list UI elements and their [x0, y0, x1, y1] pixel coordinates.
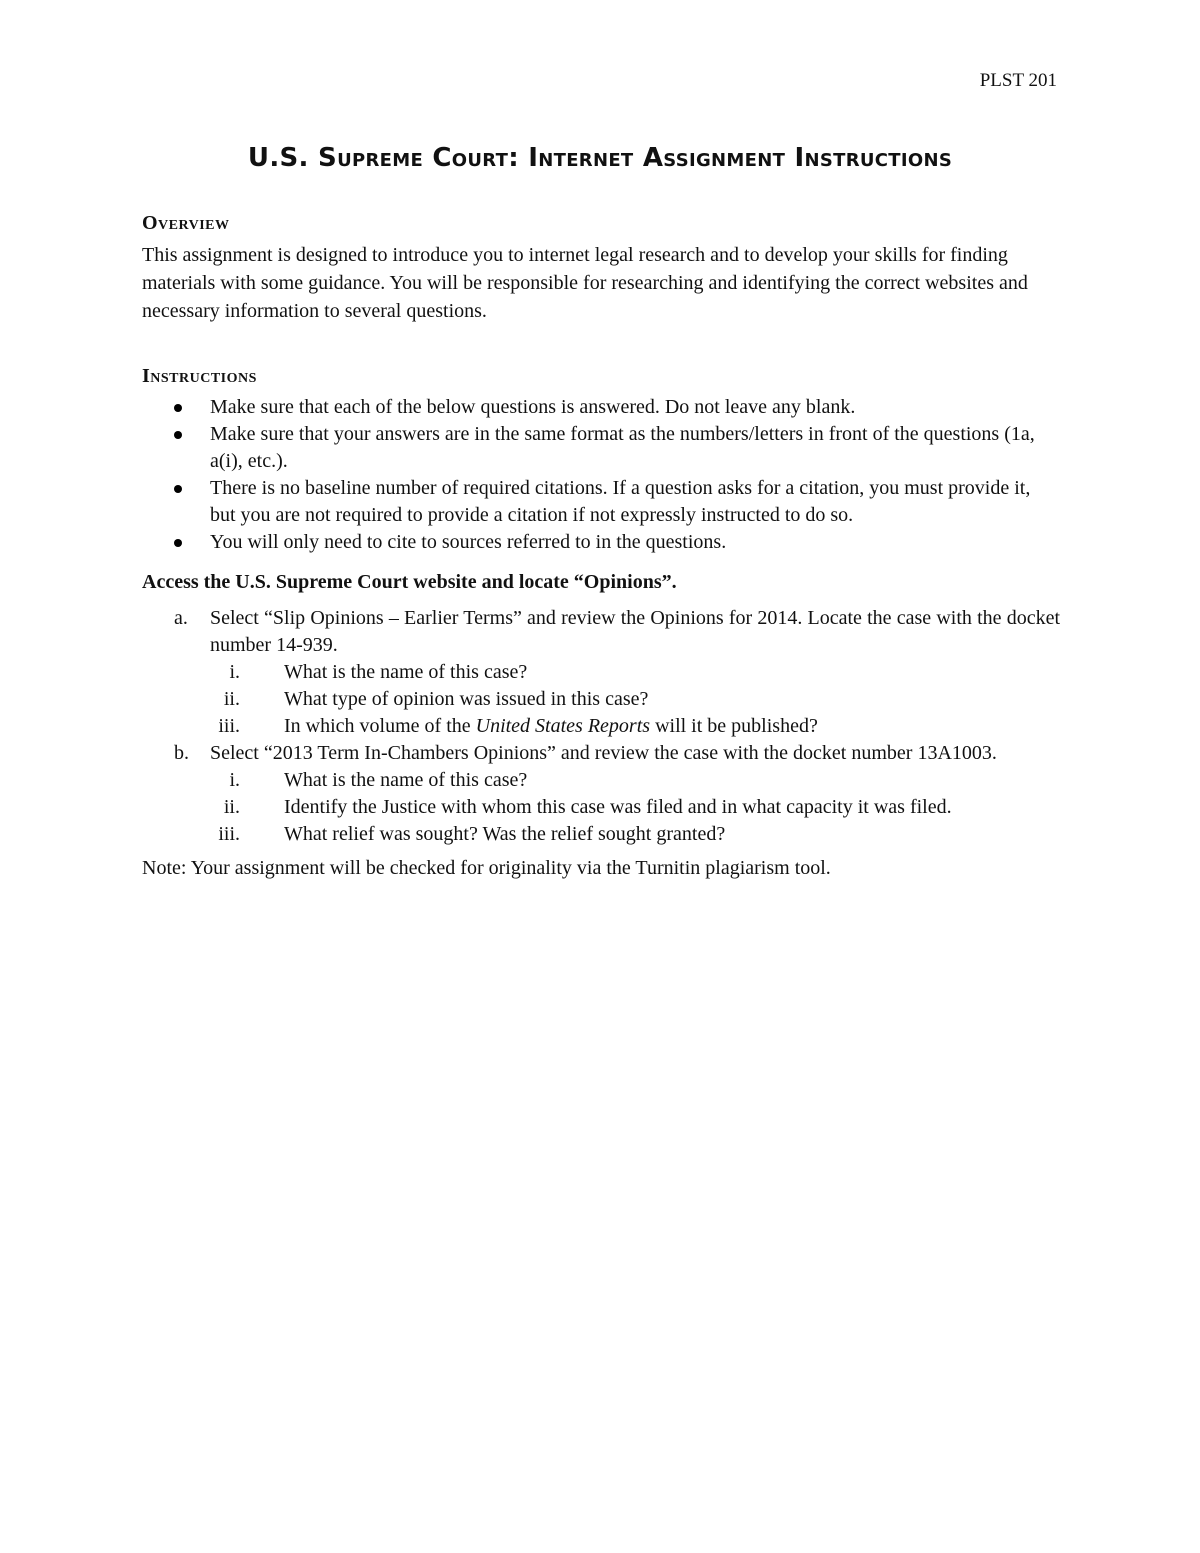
instructions-list: [142, 394, 1060, 556]
question-b: [142, 740, 1060, 767]
question-marker: b.: [174, 742, 189, 764]
sub-question-marker: iii.: [218, 715, 240, 737]
publication-title: United States Reports: [475, 715, 651, 737]
document-body: [142, 212, 1060, 882]
sub-question-marker: i.: [229, 769, 240, 791]
page-title: U.S. Supreme Court: Internet Assignment Instructions: [247, 143, 953, 173]
list-item: You will only need to cite to sources referred to in the questions.: [142, 529, 1060, 556]
sub-question-marker: ii.: [223, 796, 240, 818]
sub-question: [74, 794, 1060, 821]
sub-question-marker: ii.: [223, 688, 240, 710]
sub-question-text: In which volume of the United States Reports will it be published?: [284, 715, 818, 737]
sub-question-text: Identify the Justice with whom this case was filed and in what capacity it was filed.: [284, 796, 952, 818]
sub-question-text: What type of opinion was issued in this case?: [284, 688, 649, 710]
sub-question-text: What is the name of this case?: [284, 769, 528, 791]
sub-question-marker: i.: [229, 661, 240, 683]
bullet-icon: [174, 539, 182, 547]
question-marker: a.: [174, 607, 188, 629]
list-item: Make sure that each of the below questions is answered. Do not leave any blank.: [142, 394, 1060, 421]
originality-note: Note: Your assignment will be checked for originality via the Turnitin plagiarism tool.: [142, 857, 831, 879]
question-text: Select “2013 Term In-Chambers Opinions” and review the case with the docket number 13A1003.: [210, 742, 997, 764]
bullet-icon: [174, 485, 182, 493]
question-a: [142, 605, 1060, 659]
sub-question-text: What is the name of this case?: [284, 661, 528, 683]
list-item: Make sure that your answers are in the same format as the numbers/letters in front of the questions (1a, a(i), etc.).: [142, 421, 1060, 475]
sub-question: [74, 821, 1060, 848]
question-text: Select “Slip Opinions – Earlier Terms” and review the Opinions for 2014. Locate the case with the docket number 14-939.: [210, 607, 1060, 656]
sub-question: [74, 659, 1060, 686]
overview-heading: Overview: [142, 212, 230, 234]
list-item: There is no baseline number of required citations. If a question asks for a citation, you must provide it, but you are not required to provide a citation if not expressly instructed to do so.: [142, 475, 1060, 529]
access-instruction: Access the U.S. Supreme Court website and locate “Opinions”.: [142, 571, 677, 593]
instructions-heading: Instructions: [142, 365, 257, 387]
bullet-icon: [174, 404, 182, 412]
overview-paragraph: This assignment is designed to introduce you to internet legal research and to develop your skills for finding materials with some guidance. You will be responsible for researching and identifying the correct websites and necessary information to several questions.: [142, 244, 1028, 322]
bullet-icon: [174, 431, 182, 439]
sub-question: [74, 713, 1060, 740]
sub-question: [74, 767, 1060, 794]
sub-question-text: What relief was sought? Was the relief sought granted?: [284, 823, 726, 845]
course-code: PLST 201: [979, 70, 1057, 91]
sub-question: [74, 686, 1060, 713]
sub-question-marker: iii.: [218, 823, 240, 845]
